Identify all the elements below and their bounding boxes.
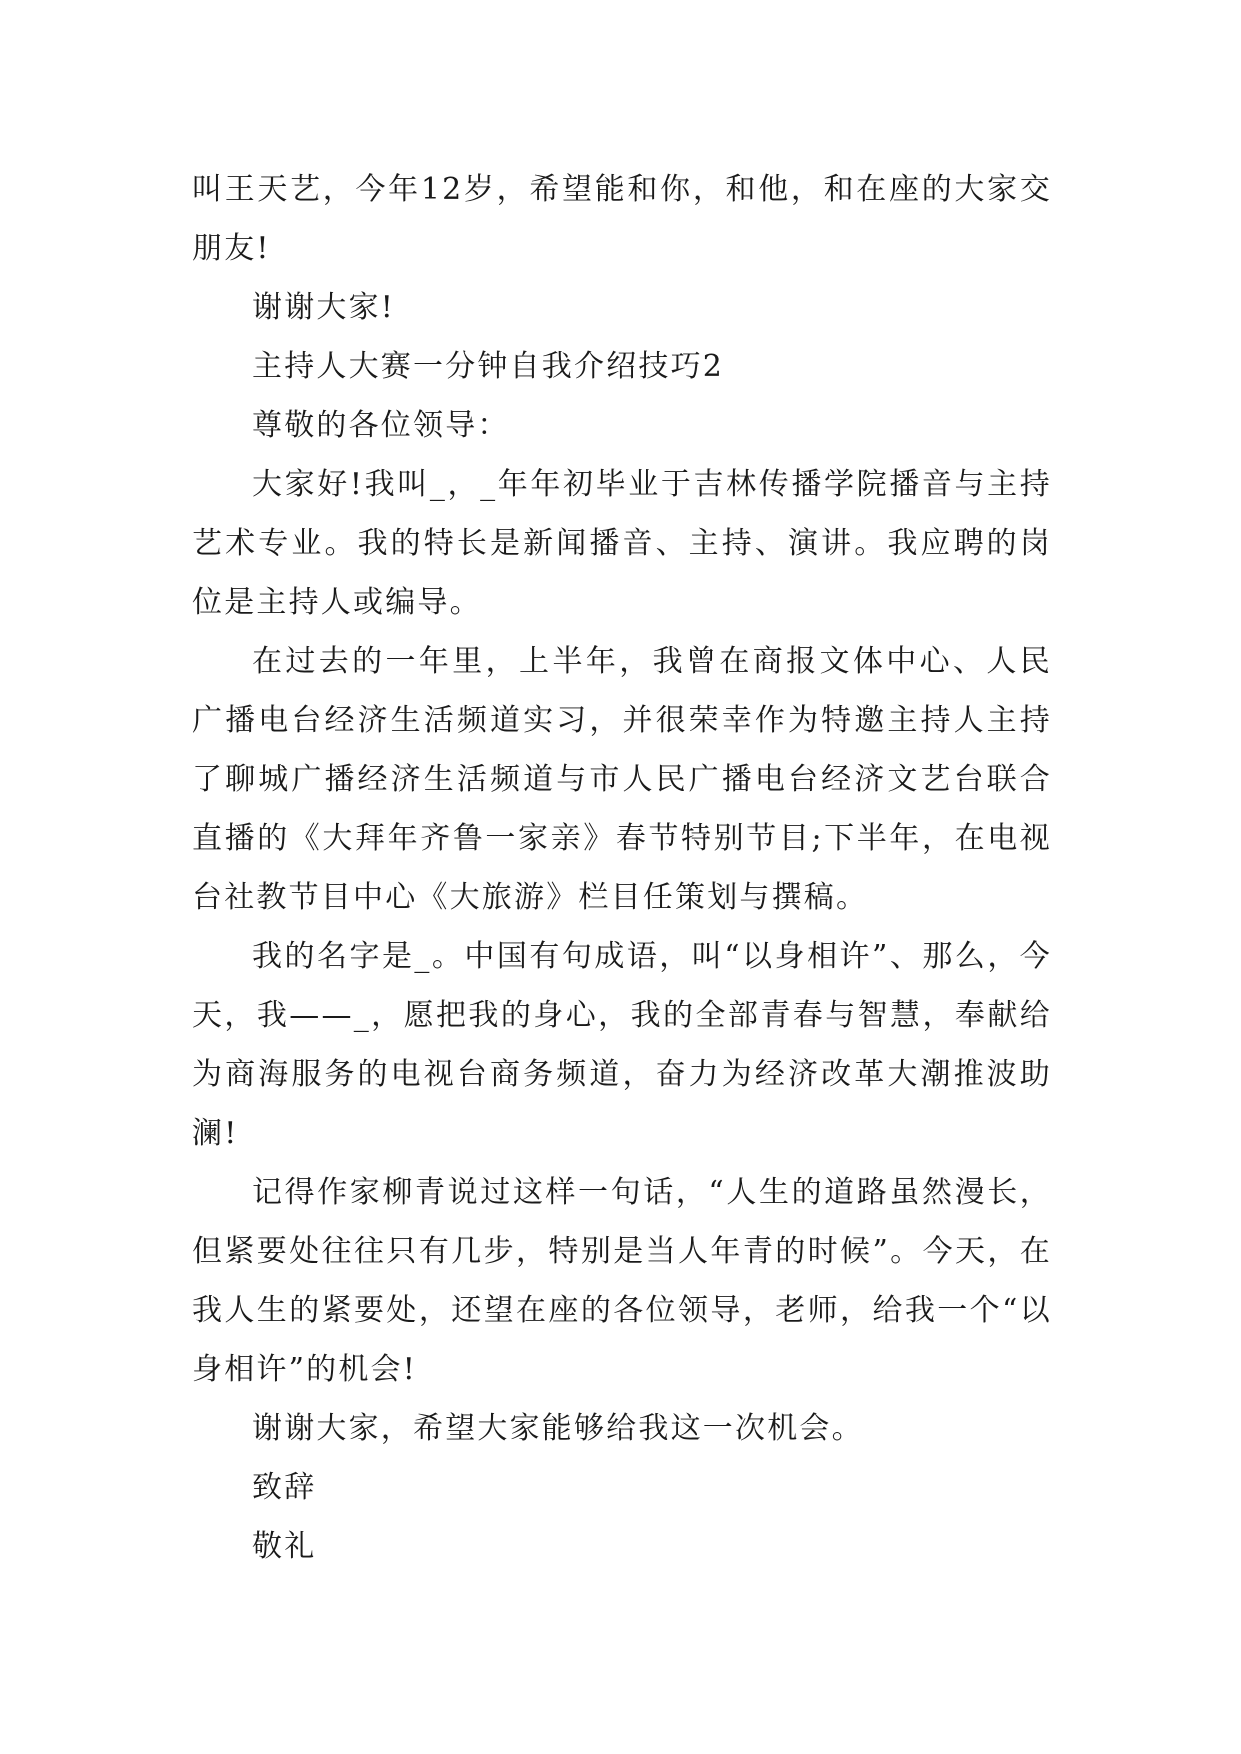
paragraph-closing-thanks: 谢谢大家，希望大家能够给我这一次机会。 xyxy=(252,1411,864,1446)
paragraph-thanks: 谢谢大家! xyxy=(252,290,396,325)
paragraph-quote: 记得作家柳青说过这样一句话，“人生的道路虽然漫长，但紧要处往往只有几步，特别是当人年青的时候”。今天，在我人生的紧要处，还望在座的各位领导，老师，给我一个“以身相许”的机会! xyxy=(192,1175,1052,1387)
paragraph-experience: 在过去的一年里，上半年，我曾在商报文体中心、人民广播电台经济生活频道实习，并很荣幸作为特邀主持人主持了聊城广播经济生活频道与市人民广播电台经济文艺台联合直播的《大拜年齐鲁一家亲》春节特别节目;下半年，在电视台社教节目中心《大旅游》栏目任策划与撰稿。 xyxy=(192,644,1052,915)
paragraph-intro-continuation: 叫王天艺，今年12岁，希望能和你，和他，和在座的大家交朋友! xyxy=(192,172,1052,266)
paragraph-self-intro: 大家好!我叫_，_年年初毕业于吉林传播学院播音与主持艺术专业。我的特长是新闻播音、主持、演讲。我应聘的岗位是主持人或编导。 xyxy=(192,467,1052,620)
paragraph-zhici: 致辞 xyxy=(252,1470,317,1505)
paragraph-name: 我的名字是_。中国有句成语，叫“以身相许”、那么，今天，我——_，愿把我的身心，我的全部青春与智慧，奉献给为商海服务的电视台商务频道，奋力为经济改革大潮推波助澜! xyxy=(192,939,1052,1151)
salutation: 尊敬的各位领导： xyxy=(252,408,510,443)
document-page xyxy=(192,160,1052,1576)
section-heading: 主持人大赛一分钟自我介绍技巧2 xyxy=(252,349,725,384)
paragraph-jingli: 敬礼 xyxy=(252,1529,317,1564)
